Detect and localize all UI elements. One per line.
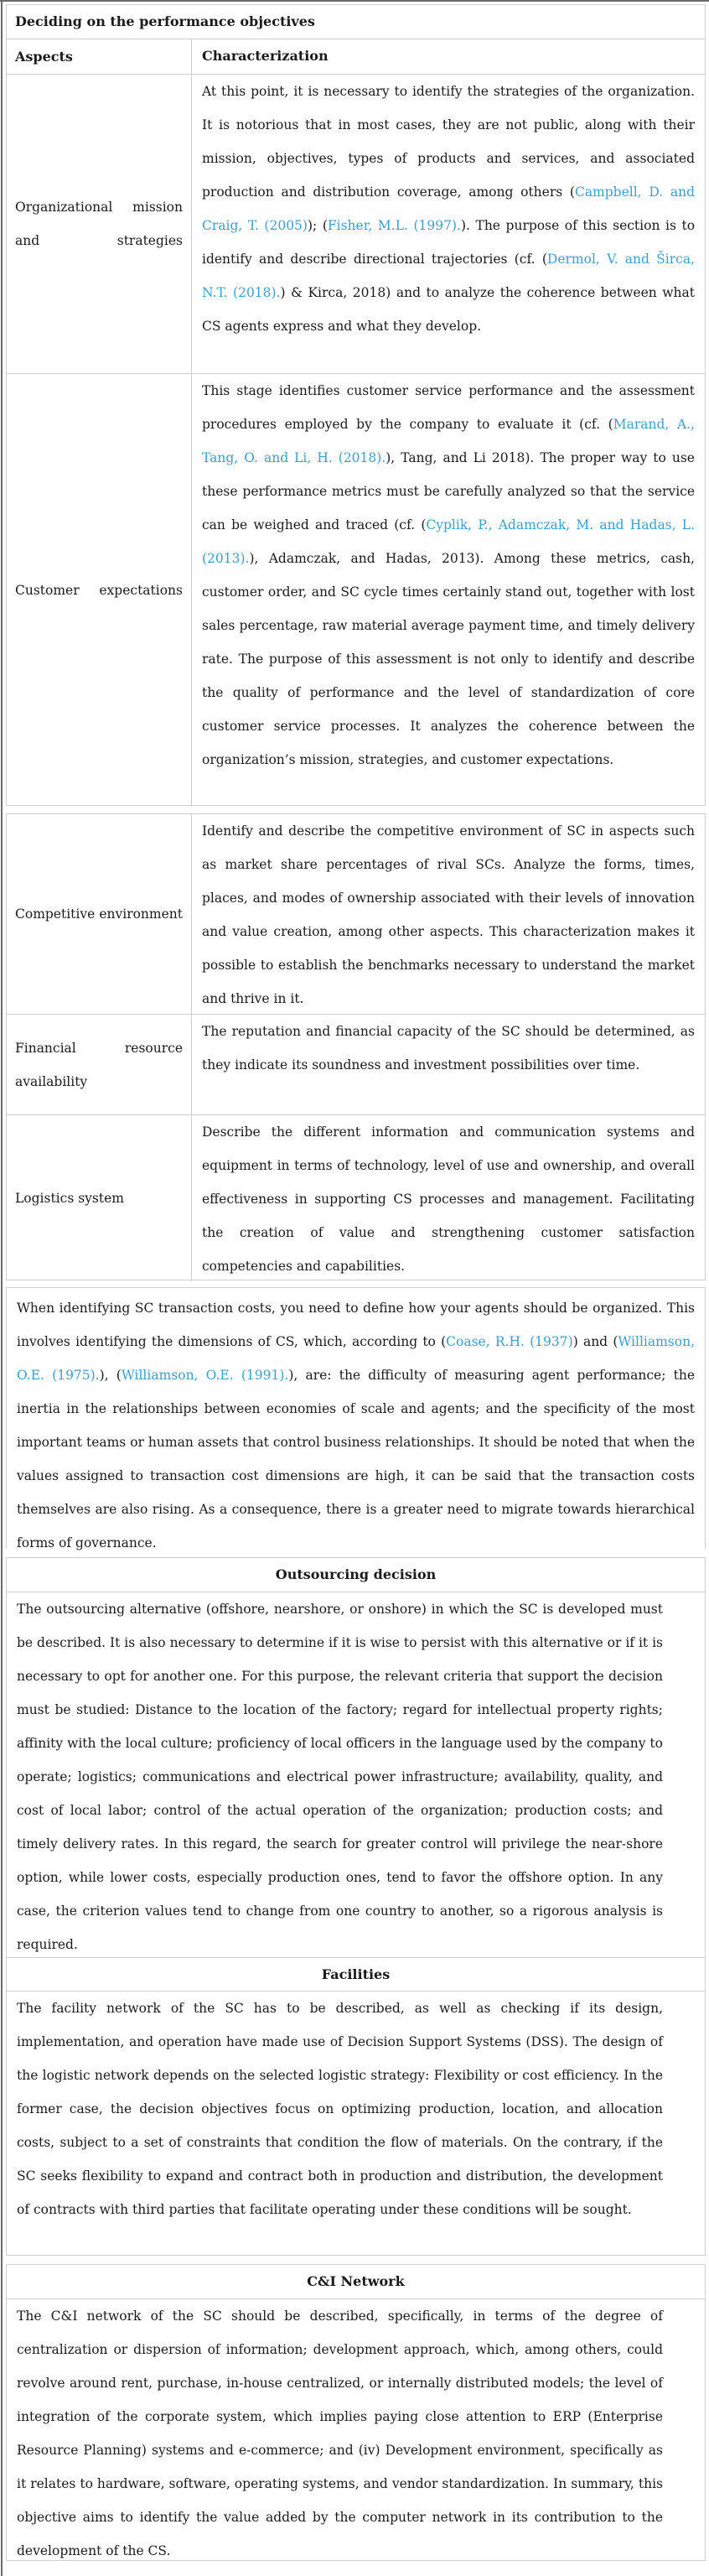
ci-network-box	[6, 2264, 706, 2561]
characterization-cell: Identify and describe the competitive environment of SC in aspects such as market share percentages of rival SCs. Analyze the forms, times, places, and modes of ownership associated with their levels of innovation and value creation, among other aspects. This characterization makes it possible to establish the benchmarks necessary to understand the market and thrive in it.	[202, 823, 695, 1006]
characterization-cell: Describe the different information and communication systems and equipment in terms of technology, level of use and ownership, and overall effectiveness in supporting CS processes and management. Facilitating the creation of value and strengthening customer satisfaction competencies and capabilities.	[202, 1124, 695, 1274]
outsourcing-body-row	[7, 1592, 705, 1957]
body-text: ) & Kirca, 2018) and to analyze the coherence between what CS agents express and what they develop.	[202, 285, 695, 334]
ci-network-body-row	[7, 2298, 705, 2560]
outsourcing-text: The outsourcing alternative (offshore, nearshore, or onshore) in which the SC is developed must be described. It is also necessary to determine if it is wise to persist with this alternative or if it is necessary to opt for another one. For this purpose, the relevant criteria that support the decision must be studied: Distance to the location of the factory; regard for intellectual property rights; affinity with the local culture; proficiency of local officers in the language used by the company to operate; logistics; communications and electrical power infrastructure; availability, quality, and cost of local labor; control of the actual operation of the organization; production costs; and timely delivery rates. In this regard, the search for greater control will privilege the near-shore option, while lower costs, especially production ones, tend to favor the offshore option. In any case, the criterion values tend to change from one country to another, so a rigorous analysis is required.	[17, 1602, 663, 1952]
citation-link[interactable]: Dermol, V. and Širca, N.T. (2018).	[202, 252, 695, 300]
body-text: ), are: the difficulty of measuring agent performance; the inertia in the relationships between economies of scale and agents; and the specificity of the most important teams or human assets that control business relationships. It should be noted that when the values assigned to transaction cost dimensions are high, it can be said that the transaction costs themselves are also rising. As a consequence, there is a greater need to migrate towards hierarchical forms of governance.	[17, 1368, 696, 1550]
body-text: ), Tang, and Li 2018). The proper way to use these performance metrics must be carefully analyzed so that the service can be weighed and traced (cf. (	[202, 450, 695, 532]
outsourcing-title: Outsourcing decision	[275, 1566, 437, 1582]
ci-network-header-row	[7, 2265, 705, 2298]
citation-link[interactable]: Fisher, M.L. (1997).	[327, 218, 461, 233]
facilities-title: Facilities	[321, 1966, 391, 1982]
table-row	[7, 373, 705, 807]
body-text: This stage identifies customer service performance and the assessment procedures employed by the company to evaluate it (cf. (	[202, 383, 695, 432]
body-text: ). The purpose of this section is to identify and describe directional trajectories (cf. (	[202, 218, 696, 267]
ci-network-text: The C&I network of the SC should be described, specifically, in terms of the degree of centralization or dispersion of information; development approach, which, among others, could revolve around rent, purchase, in-house centralized, or internally distributed models; the level of integration of the corporate system, which implies paying close attention to ERP (Enterprise Resource Planning) systems and e-commerce; and (iv) Development environment, specifically as it relates to hardware, software, operating systems, and vendor standardization. In summary, this objective aims to identify the value added by the computer network in its contribution to the development of the CS.	[17, 2309, 663, 2558]
ci-network-title: C&I Network	[307, 2273, 405, 2289]
citation-link[interactable]: Coase, R.H. (1937)	[446, 1334, 573, 1349]
table-title: Deciding on the performance objectives	[15, 13, 315, 29]
body-text: ); (	[307, 218, 328, 233]
citation-link[interactable]: Cyplik, P., Adamczak, M. and Hadas, L. (2013).	[202, 517, 695, 566]
facilities-text: The facility network of the SC has to be described, as well as checking if its design, implementation, and operation have made use of Decision Support Systems (DSS). The design of the logistic network depends on the selected logistic strategy: Flexibility or cost efficiency. In the former case, the decision objectives focus on optimizing production, location, and allocation costs, subject to a set of constraints that condition the flow of materials. On the contrary, if the SC seeks flexibility to expand and contract both in production and distribution, the development of contracts with third parties that facilitate operating under these conditions will be sought.	[17, 2001, 663, 2217]
transaction-costs-text	[7, 1288, 705, 1560]
outsourcing-facilities-box	[6, 1557, 706, 2256]
facilities-body-row	[7, 1991, 705, 2254]
citation-link[interactable]: Campbell, D. and Craig, T. (2005)	[202, 184, 695, 233]
table-row	[7, 814, 705, 1014]
body-text: At this point, it is necessary to identify the strategies of the organization. It is notorious that in most cases, they are not public, along with their mission, objectives, types of products and services, and associated production and distribution coverage, among others (	[202, 84, 695, 200]
citation-link[interactable]: Marand, A., Tang, O. and Li, H. (2018).	[202, 417, 695, 465]
citation-link[interactable]: Williamson, O.E. (1975).	[17, 1334, 695, 1383]
transaction-costs-box	[6, 1287, 706, 1549]
body-text: When identifying SC transaction costs, you need to define how your agents should be organized. This involves identifying the dimensions of CS, which, according to (	[17, 1301, 695, 1349]
body-text: ), Adamczak, and Hadas, 2013). Among these metrics, cash, customer order, and SC cycle times certainly stand out, together with lost sales percentage, raw material average payment time, and timely delivery rate. The purpose of this assessment is not only to identify and describe the quality of performance and the level of standardization of core customer service processes. It analyzes the coherence between the organization’s mission, strategies, and customer expectations.	[202, 551, 695, 767]
table-row	[7, 74, 705, 373]
characterization-cell: The reputation and financial capacity of the SC should be determined, as they indicate its soundness and investment possibilities over time.	[202, 1024, 695, 1072]
aspect-cell: Financial resource availability	[7, 1015, 192, 1114]
aspects-table-continued	[6, 813, 706, 1280]
performance-objectives-table	[6, 4, 706, 806]
citation-link[interactable]: Williamson, O.E. (1991).	[121, 1368, 289, 1383]
header-characterization: Characterization	[202, 48, 329, 64]
characterization-cell	[192, 374, 705, 807]
facilities-header-row	[7, 1957, 705, 1991]
outsourcing-header-row	[7, 1558, 705, 1592]
characterization-cell	[192, 75, 705, 373]
body-text: ), (	[99, 1368, 122, 1383]
page-frame-top	[0, 0, 709, 2]
header-aspects: Aspects	[7, 39, 192, 74]
table-title-row	[7, 5, 705, 39]
page-frame-left	[1, 0, 3, 2576]
aspect-cell: Competitive environment	[7, 814, 192, 1014]
body-text: ) and (	[572, 1334, 618, 1349]
aspect-cell: Customer expectations	[7, 374, 192, 807]
table-row	[7, 1014, 705, 1114]
table-row	[7, 1114, 705, 1281]
table-header-row	[7, 39, 705, 74]
aspect-cell: Logistics system	[7, 1115, 192, 1281]
aspect-cell: Organizational mission and strategies	[7, 75, 192, 373]
